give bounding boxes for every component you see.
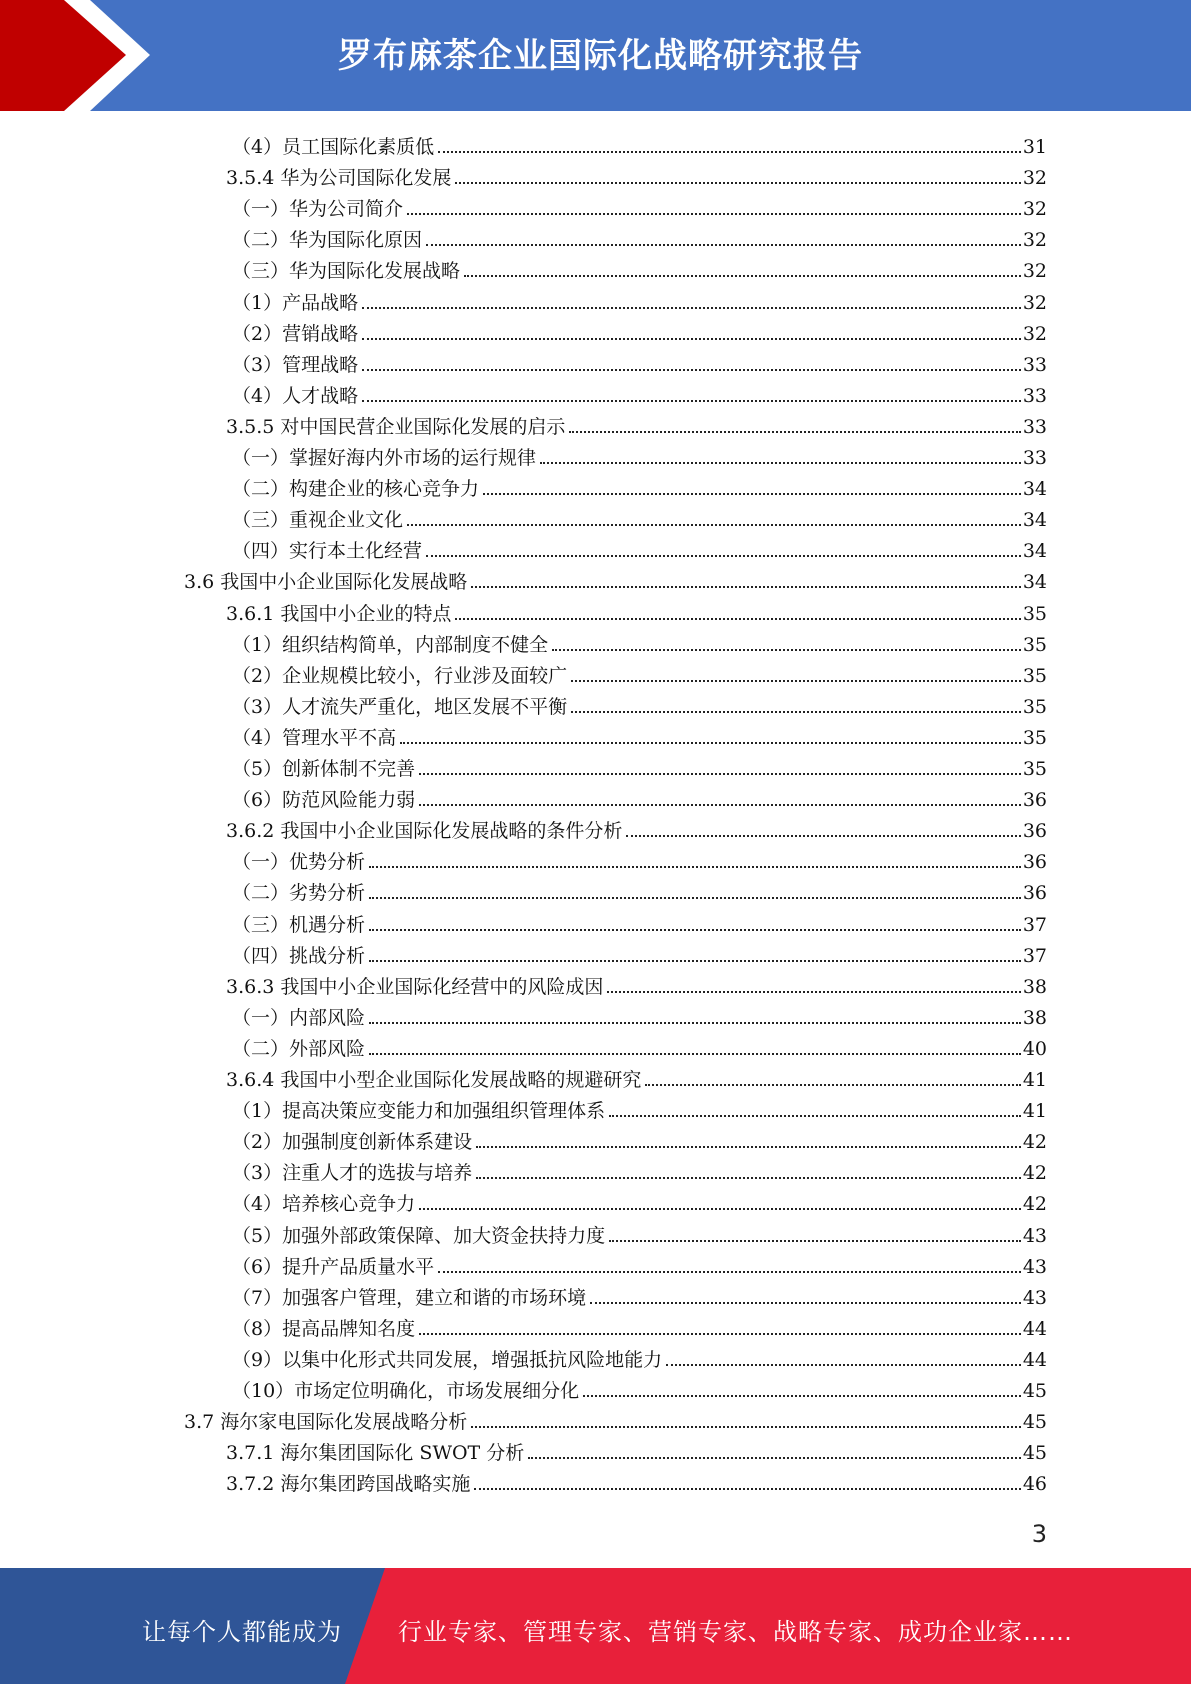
toc-entry-title: 3.7.1 海尔集团国际化 SWOT 分析 — [226, 1442, 525, 1465]
toc-entry-page: 32 — [1022, 167, 1047, 190]
report-title: 罗布麻茶企业国际化战略研究报告 — [338, 36, 863, 76]
toc-entry-title: （3）注重人才的选拔与培养 — [232, 1162, 473, 1185]
toc-entry[interactable] — [232, 346, 1047, 376]
toc-entry-title: （1）组织结构简单，内部制度不健全 — [232, 633, 549, 656]
toc-entry-title: 3.6 我国中小企业国际化发展战略 — [184, 571, 468, 594]
toc-entry[interactable] — [232, 439, 1047, 469]
toc-entry[interactable] — [226, 1465, 1047, 1495]
toc-entry-title: 3.5.4 华为公司国际化发展 — [226, 167, 452, 190]
toc-dot-leader — [583, 1395, 1021, 1397]
toc-entry[interactable] — [226, 595, 1047, 625]
toc-entry-page: 44 — [1022, 1317, 1047, 1340]
toc-entry[interactable] — [226, 968, 1047, 998]
toc-entry-page: 33 — [1022, 447, 1047, 469]
toc-entry-page: 45 — [1022, 1411, 1047, 1434]
toc-entry-page: 34 — [1022, 571, 1047, 594]
toc-entry-page: 35 — [1022, 726, 1047, 749]
toc-entry-title: （三）机遇分析 — [232, 913, 366, 936]
toc-entry[interactable] — [232, 906, 1047, 936]
toc-entry[interactable] — [232, 470, 1047, 500]
toc-entry-title: （3）人才流失严重化，地区发展不平衡 — [232, 695, 568, 718]
toc-dot-leader — [476, 1146, 1021, 1148]
toc-dot-leader — [552, 649, 1021, 651]
toc-entry-page: 38 — [1022, 975, 1047, 998]
toc-entry[interactable] — [232, 1123, 1047, 1153]
page-number: 3 — [1031, 1520, 1047, 1548]
toc-dot-leader — [369, 1022, 1021, 1024]
page-header — [0, 0, 1191, 111]
toc-entry-title: （二）华为国际化原因 — [232, 229, 423, 252]
toc-entry[interactable] — [226, 408, 1047, 438]
toc-entry[interactable] — [232, 1248, 1047, 1278]
toc-entry-page: 42 — [1022, 1193, 1047, 1216]
toc-entry-page: 37 — [1022, 913, 1047, 936]
toc-dot-leader — [369, 929, 1021, 931]
toc-entry[interactable] — [232, 781, 1047, 811]
toc-entry-title: 3.7.2 海尔集团跨国战略实施 — [226, 1473, 471, 1496]
toc-dot-leader — [471, 586, 1021, 588]
toc-entry[interactable] — [232, 1092, 1047, 1122]
toc-dot-leader — [426, 555, 1021, 557]
toc-entry[interactable] — [232, 221, 1047, 251]
toc-entry-page: 32 — [1022, 229, 1047, 252]
toc-dot-leader — [400, 742, 1021, 744]
toc-dot-leader — [590, 1302, 1021, 1304]
toc-entry-page: 32 — [1022, 260, 1047, 283]
toc-entry-page: 32 — [1022, 291, 1047, 314]
toc-entry-title: 3.6.3 我国中小企业国际化经营中的风险成因 — [226, 975, 604, 998]
toc-dot-leader — [571, 711, 1021, 713]
toc-entry-title: （3）管理战略 — [232, 353, 359, 376]
toc-entry-title: （4）管理水平不高 — [232, 726, 397, 749]
toc-entry-title: （三）华为国际化发展战略 — [232, 260, 461, 283]
toc-entry-title: （6）提升产品质量水平 — [232, 1255, 435, 1278]
toc-dot-leader — [571, 680, 1021, 682]
toc-entry-title: （三）重视企业文化 — [232, 509, 404, 532]
toc-entry[interactable] — [232, 626, 1047, 656]
toc-entry[interactable] — [232, 501, 1047, 531]
toc-dot-leader — [419, 1333, 1021, 1335]
toc-entry-page: 41 — [1022, 1069, 1047, 1091]
toc-dot-leader — [528, 1457, 1021, 1459]
toc-entry-page: 35 — [1022, 664, 1047, 687]
toc-entry-title: （一）优势分析 — [232, 851, 366, 874]
toc-entry-title: （1）产品战略 — [232, 291, 359, 314]
toc-dot-leader — [369, 866, 1021, 868]
toc-entry-page: 36 — [1022, 851, 1047, 874]
toc-entry-title: （四）挑战分析 — [232, 944, 366, 967]
toc-entry[interactable] — [232, 190, 1047, 220]
toc-entry[interactable] — [232, 128, 1047, 158]
toc-entry-title: （一）掌握好海内外市场的运行规律 — [232, 447, 537, 469]
toc-entry-page: 34 — [1022, 509, 1047, 532]
toc-entry[interactable] — [184, 1403, 1047, 1433]
toc-entry-page: 42 — [1022, 1162, 1047, 1185]
toc-entry-title: 3.6.1 我国中小企业的特点 — [226, 602, 452, 625]
toc-entry[interactable] — [232, 1030, 1047, 1060]
toc-dot-leader — [419, 804, 1021, 806]
toc-entry-title: （2）营销战略 — [232, 322, 359, 345]
toc-entry-page: 43 — [1022, 1255, 1047, 1278]
toc-dot-leader — [455, 618, 1020, 620]
toc-dot-leader — [426, 244, 1021, 246]
toc-entry-title: （9）以集中化形式共同发展，增强抵抗风险地能力 — [232, 1348, 663, 1371]
toc-entry-title: 3.6.4 我国中小型企业国际化发展战略的规避研究 — [226, 1069, 642, 1091]
toc-entry[interactable] — [232, 252, 1047, 282]
toc-entry-title: （4）人才战略 — [232, 384, 359, 407]
toc-entry-title: 3.5.5 对中国民营企业国际化发展的启示 — [226, 415, 566, 438]
toc-entry-title: （2）企业规模比较小，行业涉及面较广 — [232, 664, 568, 687]
toc-dot-leader — [455, 182, 1020, 184]
toc-entry-page: 31 — [1022, 136, 1047, 158]
toc-entry-title: （8）提高品牌知名度 — [232, 1317, 416, 1340]
toc-dot-leader — [666, 1364, 1021, 1366]
toc-entry-page: 38 — [1022, 1006, 1047, 1029]
page-footer — [0, 1568, 1191, 1684]
toc-entry-page: 34 — [1022, 478, 1047, 501]
toc-entry[interactable] — [232, 1217, 1047, 1247]
footer-slogan-right: 行业专家、管理专家、营销专家、战略专家、成功企业家…… — [398, 1618, 1073, 1646]
toc-entry-page: 45 — [1022, 1442, 1047, 1465]
toc-dot-leader — [607, 991, 1020, 993]
toc-entry[interactable] — [232, 1310, 1047, 1340]
toc-entry-page: 35 — [1022, 633, 1047, 656]
toc-entry[interactable] — [232, 999, 1047, 1029]
toc-entry[interactable] — [232, 1341, 1047, 1371]
toc-entry-page: 32 — [1022, 322, 1047, 345]
toc-entry[interactable] — [232, 750, 1047, 780]
toc-entry-page: 44 — [1022, 1348, 1047, 1371]
toc-entry[interactable] — [232, 937, 1047, 967]
toc-entry-title: 3.7 海尔家电国际化发展战略分析 — [184, 1411, 468, 1434]
toc-entry[interactable] — [232, 688, 1047, 718]
toc-dot-leader — [483, 493, 1021, 495]
toc-entry-page: 46 — [1022, 1473, 1047, 1496]
toc-dot-leader — [645, 1084, 1020, 1086]
toc-entry-page: 36 — [1022, 789, 1047, 812]
toc-dot-leader — [419, 1208, 1021, 1210]
toc-entry[interactable] — [232, 315, 1047, 345]
toc-entry-title: （二）构建企业的核心竞争力 — [232, 478, 480, 501]
toc-dot-leader — [369, 897, 1021, 899]
toc-dot-leader — [407, 524, 1021, 526]
toc-dot-leader — [369, 1053, 1021, 1055]
toc-entry-title: （1）提高决策应变能力和加强组织管理体系 — [232, 1100, 606, 1123]
toc-entry-page: 42 — [1022, 1131, 1047, 1154]
toc-entry-page: 43 — [1022, 1286, 1047, 1309]
toc-entry-page: 37 — [1022, 944, 1047, 967]
toc-entry-title: （一）华为公司简介 — [232, 198, 404, 221]
toc-entry-title: （二）劣势分析 — [232, 882, 366, 905]
toc-dot-leader — [474, 1488, 1020, 1490]
toc-dot-leader — [464, 275, 1021, 277]
toc-entry-title: （5）加强外部政策保障、加大资金扶持力度 — [232, 1224, 606, 1247]
toc-entry[interactable] — [232, 657, 1047, 687]
toc-entry-page: 33 — [1022, 384, 1047, 407]
toc-dot-leader — [476, 1177, 1021, 1179]
toc-entry[interactable] — [232, 1372, 1047, 1402]
toc-entry[interactable] — [226, 812, 1047, 842]
toc-entry-page: 40 — [1022, 1037, 1047, 1060]
toc-dot-leader — [362, 369, 1021, 371]
toc-entry-page: 32 — [1022, 198, 1047, 221]
footer-slogan-left: 让每个人都能成为 — [142, 1618, 342, 1646]
toc-entry[interactable] — [232, 532, 1047, 562]
toc-entry[interactable] — [232, 1185, 1047, 1215]
toc-dot-leader — [362, 338, 1021, 340]
toc-entry[interactable] — [232, 1154, 1047, 1184]
toc-entry-title: （二）外部风险 — [232, 1037, 366, 1060]
toc-entry-page: 33 — [1022, 415, 1047, 438]
toc-dot-leader — [609, 1240, 1021, 1242]
toc-entry-page: 35 — [1022, 602, 1047, 625]
toc-entry-title: 3.6.2 我国中小企业国际化发展战略的条件分析 — [226, 820, 623, 843]
toc-entry-page: 45 — [1022, 1380, 1047, 1402]
toc-entry-page: 35 — [1022, 758, 1047, 780]
toc-dot-leader — [362, 400, 1021, 402]
toc-dot-leader — [419, 773, 1021, 775]
toc-entry-page: 34 — [1022, 540, 1047, 563]
toc-entry-title: （4）培养核心竞争力 — [232, 1193, 416, 1216]
toc-entry-title: （5）创新体制不完善 — [232, 758, 416, 780]
toc-entry-title: （四）实行本土化经营 — [232, 540, 423, 563]
toc-entry-title: （7）加强客户管理，建立和谐的市场环境 — [232, 1286, 587, 1309]
toc-dot-leader — [540, 462, 1021, 464]
toc-dot-leader — [407, 213, 1021, 215]
toc-entry[interactable] — [232, 377, 1047, 407]
toc-entry[interactable] — [184, 563, 1047, 593]
toc-entry-title: （4）员工国际化素质低 — [232, 136, 435, 158]
toc-entry[interactable] — [232, 719, 1047, 749]
toc-entry-title: （一）内部风险 — [232, 1006, 366, 1029]
toc-dot-leader — [438, 1271, 1021, 1273]
toc-entry[interactable] — [232, 874, 1047, 904]
toc-entry[interactable] — [232, 284, 1047, 314]
toc-entry[interactable] — [226, 159, 1047, 189]
toc-entry-page: 33 — [1022, 353, 1047, 376]
toc-dot-leader — [569, 431, 1020, 433]
toc-entry-page: 43 — [1022, 1224, 1047, 1247]
toc-entry-page: 35 — [1022, 695, 1047, 718]
toc-dot-leader — [362, 307, 1021, 309]
toc-entry[interactable] — [226, 1434, 1047, 1464]
toc-entry-page: 41 — [1022, 1100, 1047, 1123]
toc-entry[interactable] — [232, 843, 1047, 873]
toc-dot-leader — [609, 1115, 1021, 1117]
toc-entry-page: 36 — [1022, 882, 1047, 905]
toc-entry[interactable] — [226, 1061, 1047, 1091]
toc-entry-page: 36 — [1022, 820, 1047, 843]
toc-entry-title: （10）市场定位明确化，市场发展细分化 — [232, 1380, 580, 1402]
toc-dot-leader — [626, 835, 1020, 837]
toc-entry[interactable] — [232, 1279, 1047, 1309]
toc-dot-leader — [471, 1426, 1021, 1428]
toc-entry-title: （2）加强制度创新体系建设 — [232, 1131, 473, 1154]
toc-dot-leader — [438, 151, 1021, 153]
toc-entry-title: （6）防范风险能力弱 — [232, 789, 416, 812]
toc-dot-leader — [369, 960, 1021, 962]
